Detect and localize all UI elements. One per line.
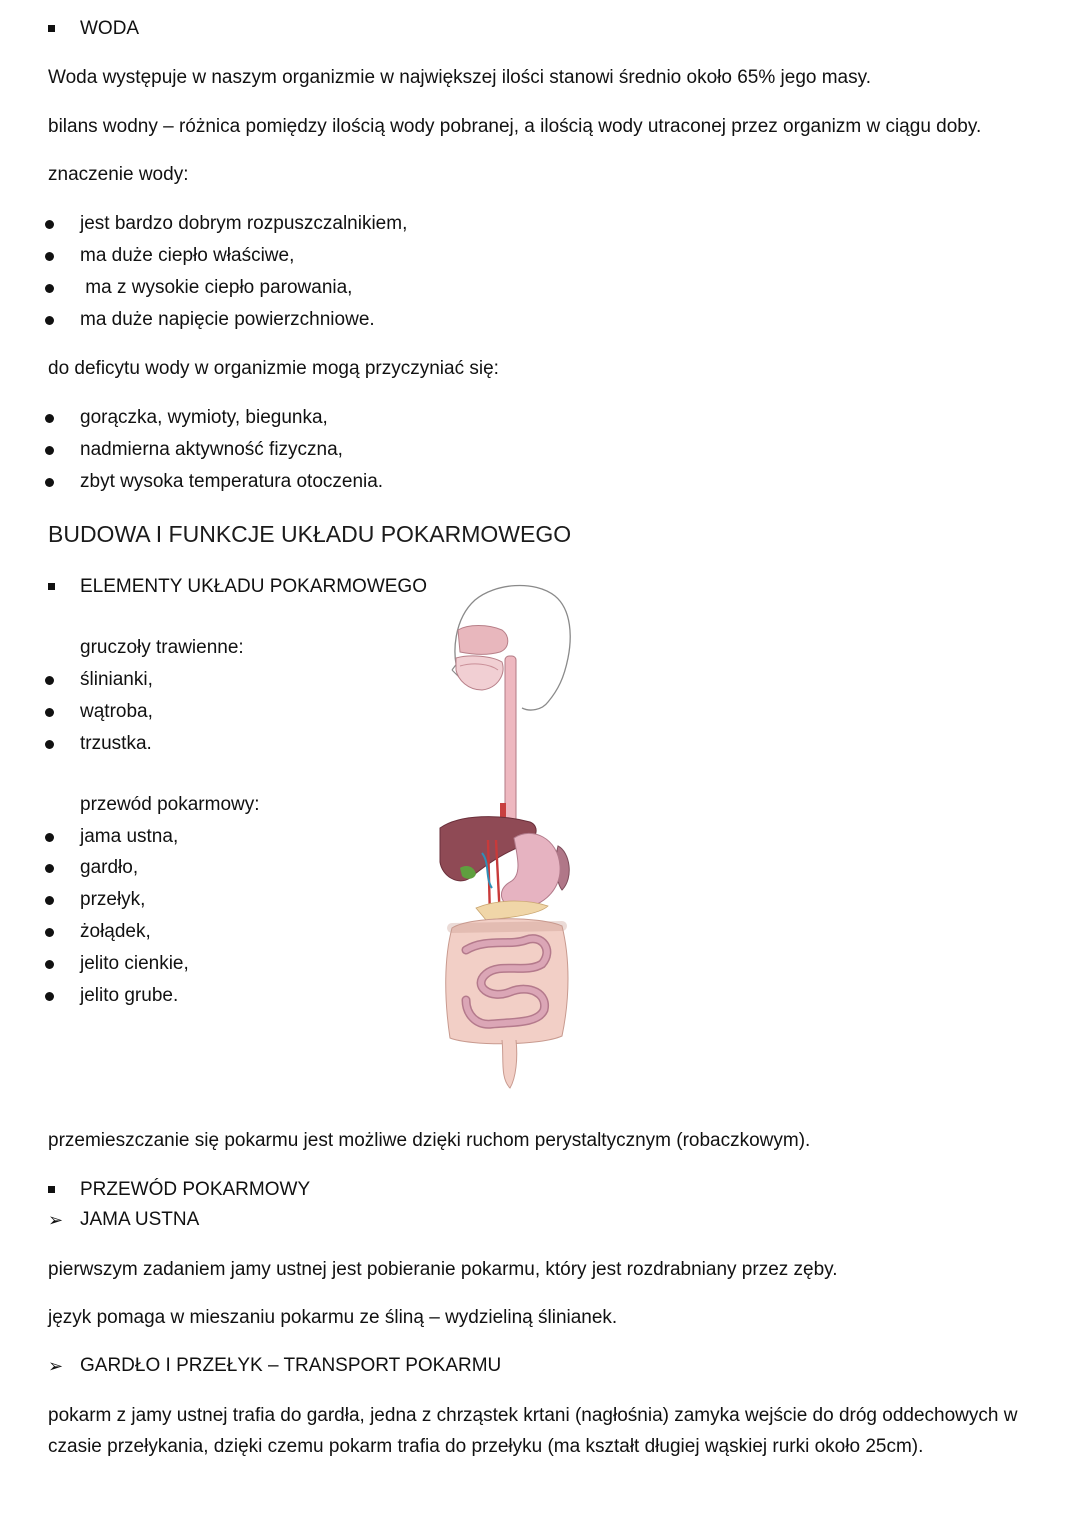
mouth-paragraph-2: język pomaga w mieszaniu pokarmu ze śliną – wydzieliną ślinianek.: [48, 1307, 618, 1328]
bullet-icon: [45, 446, 54, 455]
digestive-system-illustration: [430, 578, 590, 1093]
throat-title: GARDŁO I PRZEŁYK – TRANSPORT POKARMU: [80, 1355, 502, 1376]
water-balance: bilans wodny – różnica pomiędzy ilością wody pobranej, a ilością wody utraconej przez organizm w ciągu doby.: [48, 116, 982, 137]
bullet-icon: [45, 414, 54, 423]
bullet-icon: [45, 896, 54, 905]
deficit-label: do deficytu wody w organizmie mogą przyczyniać się:: [48, 358, 499, 379]
tract-item: jelito grube.: [80, 985, 179, 1006]
bullet-icon: [45, 708, 54, 717]
glands-label: gruczoły trawienne:: [80, 637, 244, 658]
tract-item: żołądek,: [80, 921, 151, 942]
tract-item: jelito cienkie,: [80, 953, 189, 974]
deficit-item: nadmierna aktywność fizyczna,: [80, 439, 343, 460]
bullet-icon: [45, 928, 54, 937]
elements-title: ELEMENTY UKŁADU POKARMOWEGO: [80, 576, 427, 597]
mouth-paragraph-1: pierwszym zadaniem jamy ustnej jest pobieranie pokarmu, który jest rozdrabniany przez zęby.: [48, 1259, 838, 1280]
importance-item: ma duże napięcie powierzchniowe.: [80, 309, 375, 330]
peristalsis-text: przemieszczanie się pokarmu jest możliwe dzięki ruchom perystaltycznym (robaczkowym).: [48, 1130, 811, 1151]
water-title: WODA: [80, 18, 140, 39]
bullet-icon: [45, 478, 54, 487]
mouth-title: JAMA USTNA: [80, 1209, 200, 1230]
importance-item: ma z wysokie ciepło parowania,: [80, 277, 353, 298]
importance-item: jest bardzo dobrym rozpuszczalnikiem,: [80, 213, 408, 234]
tract-title: PRZEWÓD POKARMOWY: [80, 1179, 311, 1200]
square-bullet-icon: [48, 1186, 55, 1193]
bullet-icon: [45, 740, 54, 749]
square-bullet-icon: [48, 25, 55, 32]
arrow-bullet-icon: ➢: [48, 1210, 64, 1230]
section-heading: BUDOWA I FUNKCJE UKŁADU POKARMOWEGO: [48, 521, 572, 547]
square-bullet-icon: [48, 583, 55, 590]
arrow-bullet-icon: ➢: [48, 1356, 64, 1376]
tract-label: przewód pokarmowy:: [80, 794, 260, 815]
importance-label: znaczenie wody:: [48, 164, 189, 185]
tract-item: przełyk,: [80, 889, 146, 910]
bullet-icon: [45, 833, 54, 842]
deficit-item: zbyt wysoka temperatura otoczenia.: [80, 471, 384, 492]
bullet-icon: [45, 676, 54, 685]
tract-item: jama ustna,: [80, 826, 179, 847]
bullet-icon: [45, 864, 54, 873]
bullet-icon: [45, 284, 54, 293]
deficit-item: gorączka, wymioty, biegunka,: [80, 407, 328, 428]
bullet-icon: [45, 220, 54, 229]
water-intro: Woda występuje w naszym organizmie w największej ilości stanowi średnio około 65% jego masy.: [48, 67, 871, 88]
gland-item: ślinianki,: [80, 669, 153, 690]
bullet-icon: [45, 960, 54, 969]
throat-paragraph: pokarm z jamy ustnej trafia do gardła, jedna z chrząstek krtani (nagłośnia) zamyka wejście do dróg oddechowych w czasie przełykania, dzięki czemu pokarm trafia do przełyku (ma kształt długiej wąskiej rurki około 25cm).: [48, 1405, 1018, 1457]
tract-item: gardło,: [80, 857, 139, 878]
importance-item: ma duże ciepło właściwe,: [80, 245, 295, 266]
bullet-icon: [45, 252, 54, 261]
gland-item: trzustka.: [80, 733, 152, 754]
bullet-icon: [45, 992, 54, 1001]
bullet-icon: [45, 316, 54, 325]
gland-item: wątroba,: [80, 701, 153, 722]
